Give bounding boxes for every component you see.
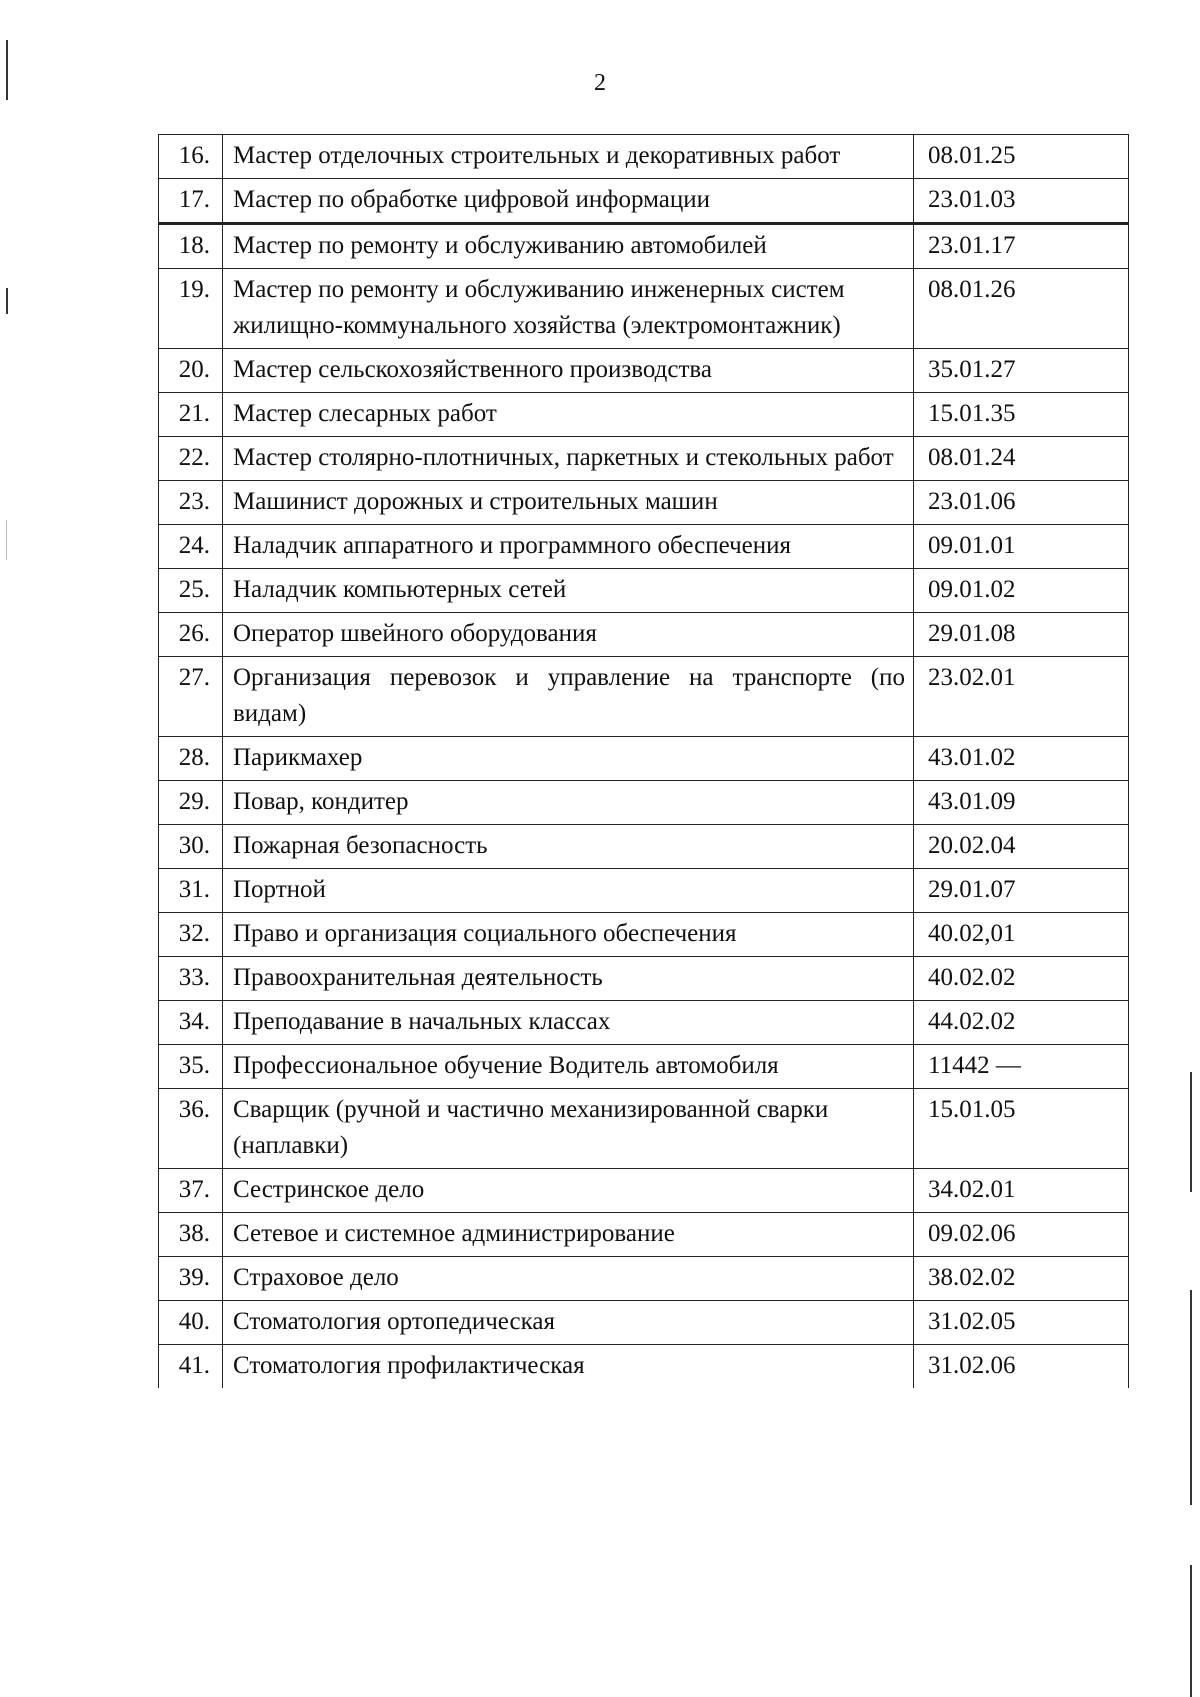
table-row: [159, 1257, 1129, 1301]
row-number: 30.: [159, 825, 223, 869]
specialty-code: 23.01.06: [914, 481, 1129, 525]
row-number: 39.: [159, 1257, 223, 1301]
specialties-table-body: [159, 135, 1129, 1389]
row-number: 31.: [159, 869, 223, 913]
specialty-code: 09.01.01: [914, 525, 1129, 569]
specialty-name: Мастер слесарных работ: [223, 393, 914, 437]
table-row: [159, 135, 1129, 179]
specialty-name: Организация перевозок и управление на транспорте (по видам): [223, 657, 914, 737]
scan-edge-mark: [1190, 1565, 1192, 1697]
row-number: 25.: [159, 569, 223, 613]
specialty-code: 09.01.02: [914, 569, 1129, 613]
table-row: [159, 481, 1129, 525]
row-number: 27.: [159, 657, 223, 737]
row-number: 32.: [159, 913, 223, 957]
specialty-name: Мастер по ремонту и обслуживанию инженерных систем жилищно-коммунального хозяйства (электромонтажник): [223, 269, 914, 349]
specialty-name: Сестринское дело: [223, 1169, 914, 1213]
row-number: 19.: [159, 269, 223, 349]
specialty-name: Мастер сельскохозяйственного производства: [223, 349, 914, 393]
specialty-code: 09.02.06: [914, 1213, 1129, 1257]
row-number: 23.: [159, 481, 223, 525]
specialty-code: 35.01.27: [914, 349, 1129, 393]
row-number: 33.: [159, 957, 223, 1001]
specialty-name: Повар, кондитер: [223, 781, 914, 825]
specialty-code: 08.01.25: [914, 135, 1129, 179]
row-number: 18.: [159, 224, 223, 269]
table-row: [159, 525, 1129, 569]
specialty-code: 40.02,01: [914, 913, 1129, 957]
row-number: 37.: [159, 1169, 223, 1213]
table-row: [159, 1301, 1129, 1345]
specialty-name: Мастер по ремонту и обслуживанию автомобилей: [223, 224, 914, 269]
table-row: [159, 1345, 1129, 1389]
specialty-name: Стоматология профилактическая: [223, 1345, 914, 1389]
specialties-table: [158, 134, 1129, 1388]
row-number: 35.: [159, 1045, 223, 1089]
specialty-code: 38.02.02: [914, 1257, 1129, 1301]
specialty-code: 44.02.02: [914, 1001, 1129, 1045]
specialty-name: Сетевое и системное администрирование: [223, 1213, 914, 1257]
specialty-code: 20.02.04: [914, 825, 1129, 869]
specialty-code: 31.02.05: [914, 1301, 1129, 1345]
specialty-code: 34.02.01: [914, 1169, 1129, 1213]
table-row: [159, 657, 1129, 737]
table-row: [159, 737, 1129, 781]
specialty-name: Мастер столярно-плотничных, паркетных и стекольных работ: [223, 437, 914, 481]
table-row: [159, 437, 1129, 481]
specialty-code: 11442 —: [914, 1045, 1129, 1089]
specialty-name: Стоматология ортопедическая: [223, 1301, 914, 1345]
table-row: [159, 1169, 1129, 1213]
row-number: 28.: [159, 737, 223, 781]
specialty-code: 23.01.03: [914, 179, 1129, 224]
page-number: 2: [594, 70, 606, 96]
row-number: 24.: [159, 525, 223, 569]
row-number: 22.: [159, 437, 223, 481]
row-number: 34.: [159, 1001, 223, 1045]
specialty-name: Наладчик аппаратного и программного обеспечения: [223, 525, 914, 569]
table-row: [159, 781, 1129, 825]
specialty-code: 31.02.06: [914, 1345, 1129, 1389]
specialty-code: 40.02.02: [914, 957, 1129, 1001]
table-row: [159, 1213, 1129, 1257]
table-row: [159, 869, 1129, 913]
specialty-name: Портной: [223, 869, 914, 913]
table-row: [159, 613, 1129, 657]
row-number: 26.: [159, 613, 223, 657]
row-number: 16.: [159, 135, 223, 179]
row-number: 36.: [159, 1089, 223, 1169]
specialty-code: 15.01.05: [914, 1089, 1129, 1169]
specialty-name: Мастер по обработке цифровой информации: [223, 179, 914, 224]
table-row: [159, 269, 1129, 349]
specialty-code: 43.01.09: [914, 781, 1129, 825]
specialty-name: Парикмахер: [223, 737, 914, 781]
table-row: [159, 913, 1129, 957]
specialty-name: Страховое дело: [223, 1257, 914, 1301]
scan-edge-mark: [1190, 1290, 1192, 1505]
scan-margin-mark: [6, 520, 7, 560]
scan-edge-mark: [1190, 1072, 1192, 1192]
specialty-name: Наладчик компьютерных сетей: [223, 569, 914, 613]
row-number: 17.: [159, 179, 223, 224]
row-number: 41.: [159, 1345, 223, 1389]
row-number: 29.: [159, 781, 223, 825]
table-row: [159, 957, 1129, 1001]
table-row: [159, 1001, 1129, 1045]
table-row: [159, 179, 1129, 224]
table-row: [159, 1089, 1129, 1169]
specialty-code: 43.01.02: [914, 737, 1129, 781]
scan-margin-mark: [6, 288, 8, 314]
specialty-name: Правоохранительная деятельность: [223, 957, 914, 1001]
specialty-code: 23.01.17: [914, 224, 1129, 269]
specialty-code: 08.01.26: [914, 269, 1129, 349]
specialty-name: Машинист дорожных и строительных машин: [223, 481, 914, 525]
row-number: 21.: [159, 393, 223, 437]
specialty-code: 23.02.01: [914, 657, 1129, 737]
specialty-name: Сварщик (ручной и частично механизированной сварки (наплавки): [223, 1089, 914, 1169]
specialty-name: Мастер отделочных строительных и декоративных работ: [223, 135, 914, 179]
row-number: 38.: [159, 1213, 223, 1257]
row-number: 20.: [159, 349, 223, 393]
table-row: [159, 349, 1129, 393]
table-row: [159, 825, 1129, 869]
table-row: [159, 393, 1129, 437]
specialty-name: Пожарная безопасность: [223, 825, 914, 869]
specialty-name: Преподавание в начальных классах: [223, 1001, 914, 1045]
table-row: [159, 569, 1129, 613]
specialty-name: Право и организация социального обеспечения: [223, 913, 914, 957]
table-row: [159, 224, 1129, 269]
row-number: 40.: [159, 1301, 223, 1345]
specialty-name: Профессиональное обучение Водитель автомобиля: [223, 1045, 914, 1089]
specialty-code: 29.01.07: [914, 869, 1129, 913]
specialty-name: Оператор швейного оборудования: [223, 613, 914, 657]
specialty-code: 08.01.24: [914, 437, 1129, 481]
table-row: [159, 1045, 1129, 1089]
specialty-code: 15.01.35: [914, 393, 1129, 437]
specialty-code: 29.01.08: [914, 613, 1129, 657]
